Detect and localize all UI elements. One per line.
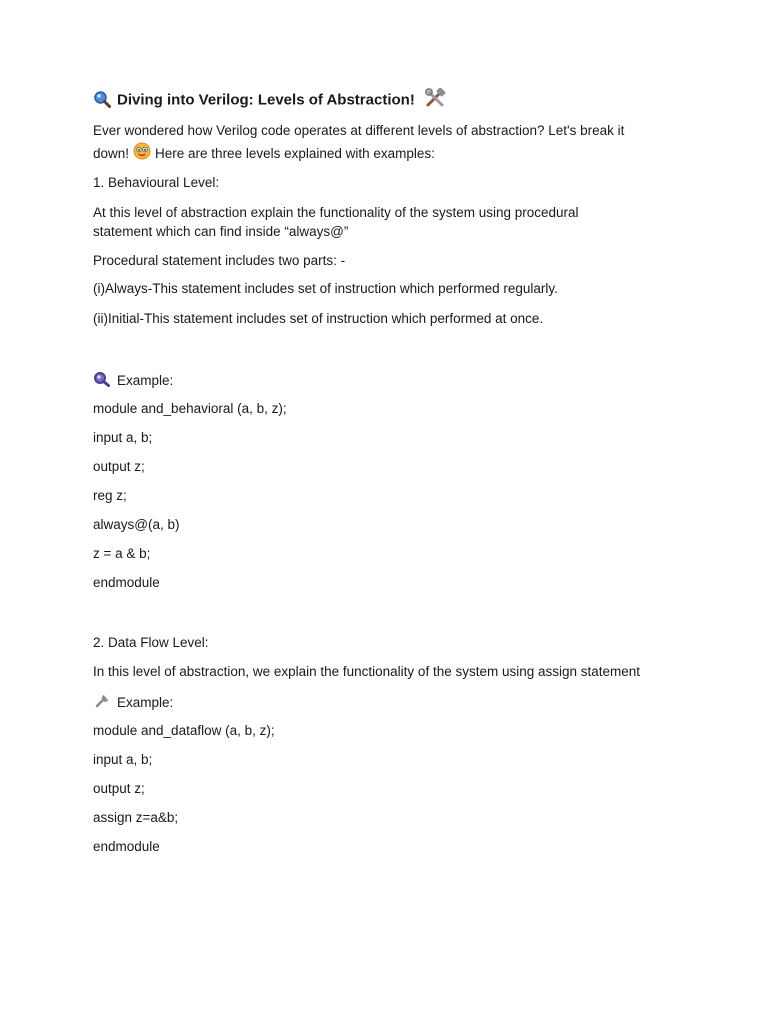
magnifier-icon bbox=[93, 90, 111, 108]
code-line: input a, b; bbox=[93, 430, 153, 445]
code-line: z = a & b; bbox=[93, 546, 151, 561]
dataflow-example-label: Example: bbox=[93, 692, 173, 712]
code-line: output z; bbox=[93, 781, 145, 796]
code-line: reg z; bbox=[93, 488, 127, 503]
code-line: module and_dataflow (a, b, z); bbox=[93, 723, 275, 738]
title-text: Diving into Verilog: Levels of Abstraction! bbox=[117, 91, 415, 109]
initial-text: (ii)Initial-This statement includes set of instruction which performed at once. bbox=[93, 311, 544, 326]
always-text: (i)Always-This statement includes set of instruction which performed regularly. bbox=[93, 281, 558, 296]
code-line: assign z=a&b; bbox=[93, 810, 179, 825]
code-line: always@(a, b) bbox=[93, 517, 180, 532]
behavioural-desc-1: At this level of abstraction explain the functionality of the system using procedural bbox=[93, 205, 579, 220]
code-line: output z; bbox=[93, 459, 145, 474]
intro-line-2: down! Here are three levels explained with examples: bbox=[93, 143, 435, 163]
magnifier-icon bbox=[93, 371, 111, 387]
behavioural-desc-2: statement which can find inside “always@” bbox=[93, 224, 349, 239]
page-title bbox=[93, 90, 447, 110]
smiley-icon bbox=[133, 142, 151, 160]
wrench-icon bbox=[93, 693, 111, 709]
procedural-text: Procedural statement includes two parts: - bbox=[93, 253, 346, 268]
dataflow-heading: 2. Data Flow Level: bbox=[93, 635, 209, 650]
intro-line-1: Ever wondered how Verilog code operates at different levels of abstraction? Let's break it bbox=[93, 123, 625, 138]
code-line: endmodule bbox=[93, 575, 160, 590]
behavioural-heading: 1. Behavioural Level: bbox=[93, 175, 220, 190]
code-line: module and_behavioral (a, b, z); bbox=[93, 401, 287, 416]
code-line: input a, b; bbox=[93, 752, 153, 767]
behavioural-example-label: Example: bbox=[93, 370, 173, 390]
dataflow-desc: In this level of abstraction, we explain the functionality of the system using assign statement bbox=[93, 664, 641, 679]
code-line: endmodule bbox=[93, 839, 160, 854]
tools-icon bbox=[425, 88, 447, 108]
